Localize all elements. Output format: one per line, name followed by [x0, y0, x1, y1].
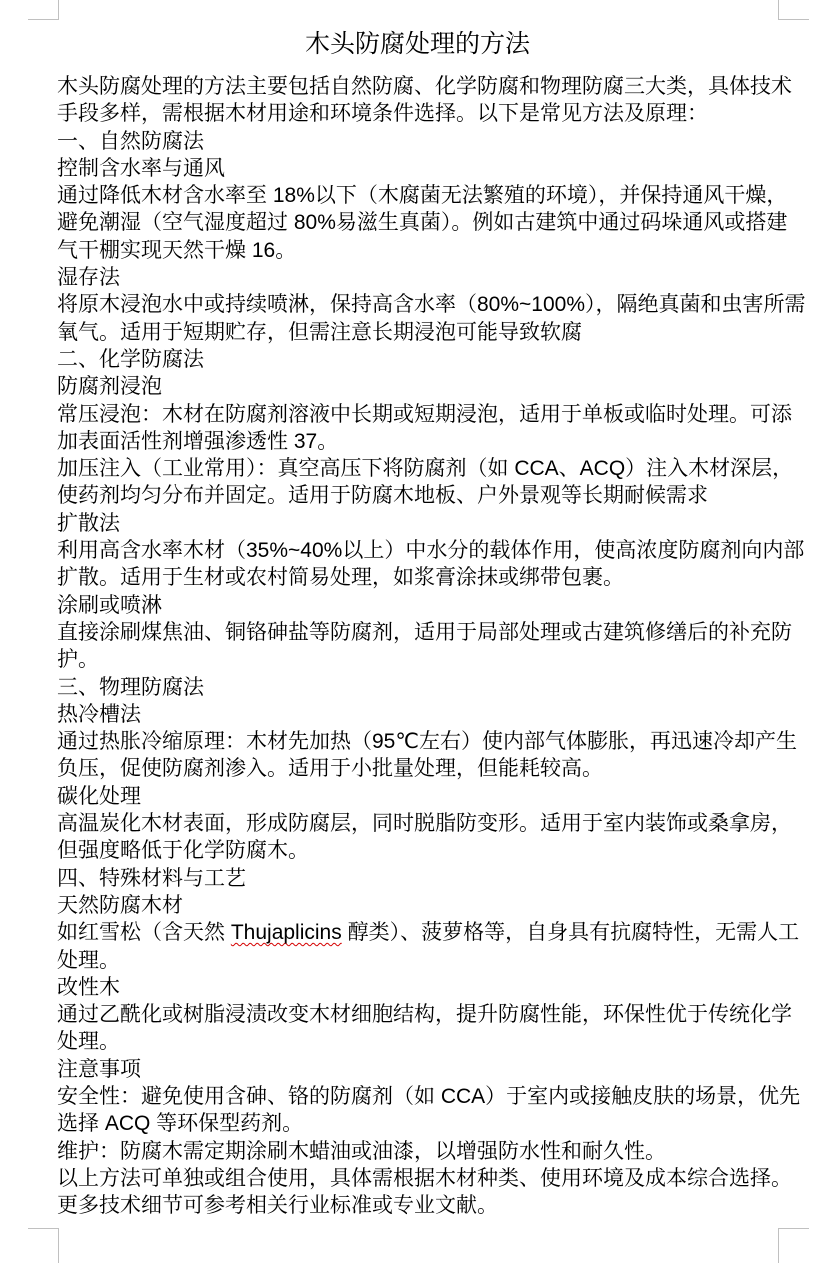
text-segment: 扩散。适用于生材或农村简易处理，如浆膏涂抹或绑带包裹。 — [57, 566, 624, 590]
text-line — [57, 428, 778, 455]
text-line — [57, 701, 778, 728]
crop-mark-bottom-left — [28, 1228, 59, 1263]
text-line — [57, 837, 778, 864]
text-line — [57, 974, 778, 1001]
text-line — [57, 674, 778, 701]
text-segment: 通过热胀冷缩原理：木材先加热（95℃左右）使内部气体膨胀，再迅速冷却产生 — [57, 730, 797, 754]
text-segment: 护。 — [57, 648, 99, 672]
document-title: 木头防腐处理的方法 — [304, 30, 530, 58]
text-line — [57, 783, 778, 810]
text-line — [57, 209, 788, 236]
crop-mark-bottom-right — [778, 1228, 809, 1263]
text-segment: 通过乙酰化或树脂浸渍改变木材细胞结构，提升防腐性能，环保性优于传统化学 — [57, 1003, 792, 1027]
text-line — [57, 646, 778, 673]
text-segment: 负压，促使防腐剂渗入。适用于小批量处理，但能耗较高。 — [57, 757, 603, 781]
misspelled-word: Thujaplicins — [230, 921, 342, 945]
text-segment: 直接涂刷煤焦油、铜铬砷盐等防腐剂，适用于局部处理或古建筑修缮后的补充防 — [57, 620, 792, 644]
text-segment: 利用高含水率木材（35%~40%以上）中水分的载体作用，使高浓度防腐剂向内部 — [57, 539, 805, 563]
text-segment: 处理。 — [57, 1030, 120, 1054]
crop-mark-top-right — [778, 0, 809, 20]
text-segment: 通过降低木材含水率至 18%以下（木腐菌无法繁殖的环境），并保持通风干燥， — [57, 184, 788, 208]
text-line — [57, 865, 778, 892]
text-line — [57, 455, 794, 482]
text-line — [57, 155, 778, 182]
text-segment: 避免潮湿（空气湿度超过 80%易滋生真菌）。例如古建筑中通过码垛通风或搭建 — [57, 211, 788, 235]
text-line — [57, 264, 778, 291]
text-segment: 手段多样，需根据木材用途和环境条件选择。以下是常见方法及原理： — [57, 102, 708, 126]
text-segment: 更多技术细节可参考相关行业标准或专业文献。 — [57, 1194, 498, 1218]
text-segment: 一、自然防腐法 — [57, 129, 204, 153]
text-segment: 加表面活性剂增强渗透性 37。 — [57, 429, 339, 453]
text-line — [57, 73, 792, 100]
text-line — [57, 892, 778, 919]
text-segment: 注意事项 — [57, 1057, 141, 1081]
text-segment: 将原木浸泡水中或持续喷淋，保持高含水率（80%~100%），隔绝真菌和虫害所需 — [57, 293, 806, 317]
text-segment: 气干棚实现天然干燥 16。 — [57, 238, 297, 262]
text-segment: 控制含水率与通风 — [57, 156, 225, 180]
text-line — [57, 619, 792, 646]
text-line — [57, 128, 778, 155]
text-segment: 防腐剂浸泡 — [57, 375, 162, 399]
text-line — [57, 755, 778, 782]
text-segment: 如红雪松（含天然 — [57, 921, 231, 945]
text-line — [57, 947, 778, 974]
text-segment: 木头防腐处理的方法主要包括自然防腐、化学防腐和物理防腐三大类，具体技术 — [57, 75, 792, 98]
text-line — [57, 482, 778, 509]
text-line — [57, 1165, 792, 1192]
text-line — [57, 319, 778, 346]
text-line — [57, 810, 792, 837]
text-line — [57, 1001, 792, 1028]
text-segment: 但强度略低于化学防腐木。 — [57, 839, 309, 863]
text-line — [57, 373, 778, 400]
text-segment: 维护：防腐木需定期涂刷木蜡油或油漆，以增强防水性和耐久性。 — [57, 1139, 666, 1163]
text-segment: 氧气。适用于短期贮存，但需注意长期浸泡可能导致软腐 — [57, 320, 582, 344]
text-line — [57, 1083, 801, 1110]
text-segment: 高温炭化木材表面，形成防腐层，同时脱脂防变形。适用于室内装饰或桑拿房， — [57, 812, 792, 836]
text-line — [57, 510, 778, 537]
text-line — [57, 237, 778, 264]
text-line — [57, 592, 778, 619]
text-segment: 天然防腐木材 — [57, 893, 183, 917]
text-line — [57, 1028, 778, 1055]
text-segment: 选择 ACQ 等环保型药剂。 — [57, 1112, 304, 1136]
crop-mark-top-left — [28, 0, 59, 20]
text-line — [57, 1138, 778, 1165]
text-segment: 扩散法 — [57, 511, 120, 535]
text-line — [57, 346, 778, 373]
text-line — [57, 1192, 778, 1219]
text-segment: 改性木 — [57, 975, 120, 999]
document-body — [57, 73, 806, 1219]
text-segment: 碳化处理 — [57, 784, 141, 808]
text-line — [57, 182, 788, 209]
text-line — [57, 564, 778, 591]
text-line — [57, 100, 778, 127]
text-segment: 湿存法 — [57, 266, 120, 290]
text-segment: 以上方法可单独或组合使用，具体需根据木材种类、使用环境及成本综合选择。 — [57, 1166, 792, 1190]
text-segment: 安全性：避免使用含砷、铬的防腐剂（如 CCA）于室内或接触皮肤的场景，优先 — [57, 1084, 801, 1108]
text-line — [57, 537, 805, 564]
document-content — [57, 27, 806, 1219]
text-segment: 三、物理防腐法 — [57, 675, 204, 699]
text-segment: 二、化学防腐法 — [57, 347, 204, 371]
text-line — [57, 1110, 778, 1137]
text-segment: 四、特殊材料与工艺 — [57, 866, 246, 890]
text-segment: 处理。 — [57, 948, 120, 972]
text-line — [57, 1056, 778, 1083]
text-segment: 加压注入（工业常用）：真空高压下将防腐剂（如 CCA、ACQ）注入木材深层， — [57, 457, 794, 481]
text-segment: 常压浸泡：木材在防腐剂溶液中长期或短期浸泡，适用于单板或临时处理。可添 — [57, 402, 792, 426]
text-line — [57, 728, 797, 755]
text-segment: 使药剂均匀分布并固定。适用于防腐木地板、户外景观等长期耐候需求 — [57, 484, 708, 508]
text-segment: 热冷槽法 — [57, 702, 141, 726]
text-segment: 醇类）、菠萝格等，自身具有抗腐特性，无需人工 — [341, 921, 800, 945]
text-line — [57, 291, 806, 318]
text-segment: 涂刷或喷淋 — [57, 593, 162, 617]
text-line — [57, 919, 800, 946]
text-line — [57, 401, 792, 428]
